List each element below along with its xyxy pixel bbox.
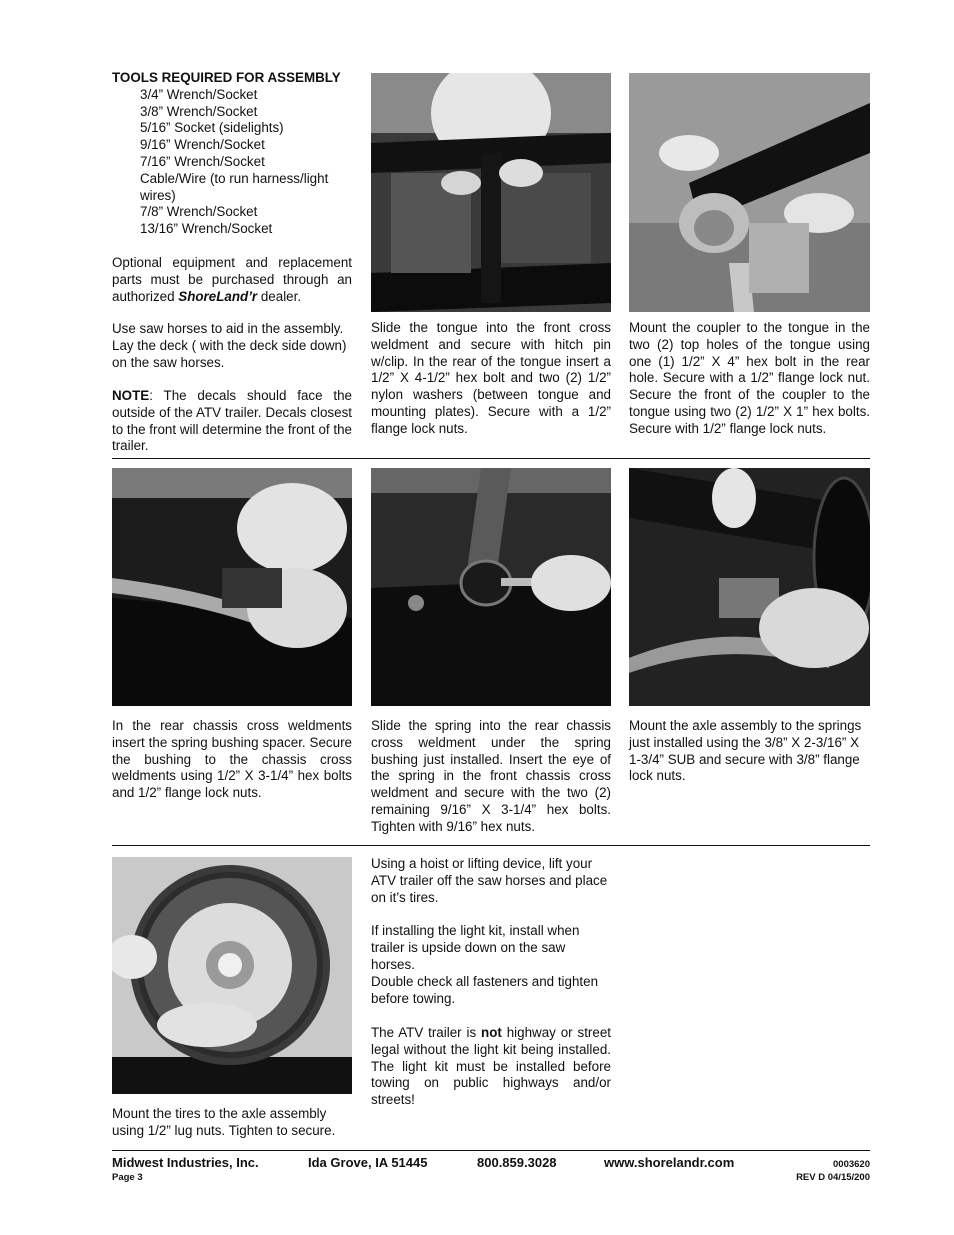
note-paragraph: NOTE: The decals should face the outside of the ATV trailer. Decals closest to the front will determine the front of the trailer. bbox=[112, 388, 352, 454]
coupler-caption: Mount the coupler to the tongue in the two (2) top holes of the tongue using one (1) 1/2” X 4” hex bolt in the rear hole. Secure with a 1/2” flange lock nut. Secure the front of the coupler to the tongue using two (2) 1/2” X 1” hex bolts. Secure with 1/2” flange lock nuts. bbox=[629, 320, 870, 436]
tool-item: 3/8” Wrench/Socket bbox=[140, 103, 258, 119]
footer-page: Page 3 bbox=[112, 1172, 143, 1183]
legal-paragraph: The ATV trailer is not highway or street legal without the light kit being installed. The light kit must be installed before towing on public highways and/or streets! bbox=[371, 1025, 612, 1108]
lightkit-paragraph: If installing the light kit, install when trailer is upside down on the saw horses. bbox=[371, 923, 580, 972]
footer-company: Midwest Industries, Inc. bbox=[112, 1155, 259, 1170]
note-label: NOTE bbox=[112, 388, 150, 403]
footer-divider bbox=[112, 1150, 870, 1151]
footer-city: Ida Grove, IA 51445 bbox=[308, 1155, 428, 1170]
tool-item: 7/16” Wrench/Socket bbox=[140, 153, 265, 169]
tongue-caption: Slide the tongue into the front cross weldment and secure with hitch pin w/clip. In the rear of the tongue insert a 1/2” X 4-1/2” hex bolt and two (2) 1/2” nylon washers (between tongue and mounting plates). Secure with a 1/2” flange lock nuts. bbox=[371, 320, 611, 436]
axle-photo bbox=[629, 468, 870, 706]
footer-rev: REV D 04/15/200 bbox=[796, 1172, 870, 1183]
footer-website: www.shorelandr.com bbox=[604, 1155, 735, 1170]
brand-name: ShoreLand’r bbox=[178, 288, 258, 304]
tool-item: Cable/Wire (to run harness/light wires) bbox=[140, 170, 329, 203]
axle-caption: Mount the axle assembly to the springs just installed using the 3/8” X 2-3/16” X 1-3/4” SUB and secure with 3/8” flange lock nuts. bbox=[629, 718, 862, 784]
bushing-photo bbox=[112, 468, 352, 706]
hoist-paragraph: Using a hoist or lifting device, lift your ATV trailer off the saw horses and place on it’s tires. bbox=[371, 856, 608, 905]
sawhorses-paragraph: Use saw horses to aid in the assembly. Lay the deck ( with the deck side down) on the saw horses. bbox=[112, 321, 347, 370]
tongue-photo bbox=[371, 73, 611, 312]
tool-item: 9/16” Wrench/Socket bbox=[140, 137, 265, 153]
doublecheck-paragraph: Double check all fasteners and tighten before towing. bbox=[371, 974, 599, 1006]
spring-caption: Slide the spring into the rear chassis cross weldment under the spring bushing just installed. Insert the eye of the spring in the front chassis cross weldment and secure with the two (2) remaining 9/16” X 3-1/4” hex bolts. Tighten with 9/16” hex nuts. bbox=[371, 718, 611, 834]
tool-item: 7/8” Wrench/Socket bbox=[140, 204, 258, 220]
tires-caption: Mount the tires to the axle assembly using 1/2” lug nuts. Tighten to secure. bbox=[112, 1106, 336, 1138]
tires-photo bbox=[112, 857, 352, 1094]
spring-photo bbox=[371, 468, 611, 706]
tools-section bbox=[112, 70, 357, 238]
footer-docnum: 0003620 bbox=[833, 1159, 870, 1170]
not-emphasis: not bbox=[481, 1025, 502, 1040]
tools-heading: TOOLS REQUIRED FOR ASSEMBLY bbox=[112, 70, 341, 85]
footer-phone: 800.859.3028 bbox=[477, 1155, 557, 1170]
coupler-photo bbox=[629, 73, 870, 312]
tool-item: 13/16” Wrench/Socket bbox=[140, 221, 273, 237]
divider-2 bbox=[112, 845, 870, 846]
bushing-caption: In the rear chassis cross weldments insert the spring bushing spacer. Secure the bushing to the chassis cross weldments using 1/2” X 3-1/4” hex bolts and 1/2” flange lock nuts. bbox=[112, 718, 352, 801]
divider-1 bbox=[112, 458, 870, 459]
tool-item: 3/4” Wrench/Socket bbox=[140, 86, 258, 102]
tools-list bbox=[112, 87, 357, 238]
tool-item: 5/16” Socket (sidelights) bbox=[140, 120, 284, 136]
optional-paragraph: Optional equipment and replacement parts must be purchased through an authorized ShoreLand’r dealer. bbox=[112, 255, 352, 304]
